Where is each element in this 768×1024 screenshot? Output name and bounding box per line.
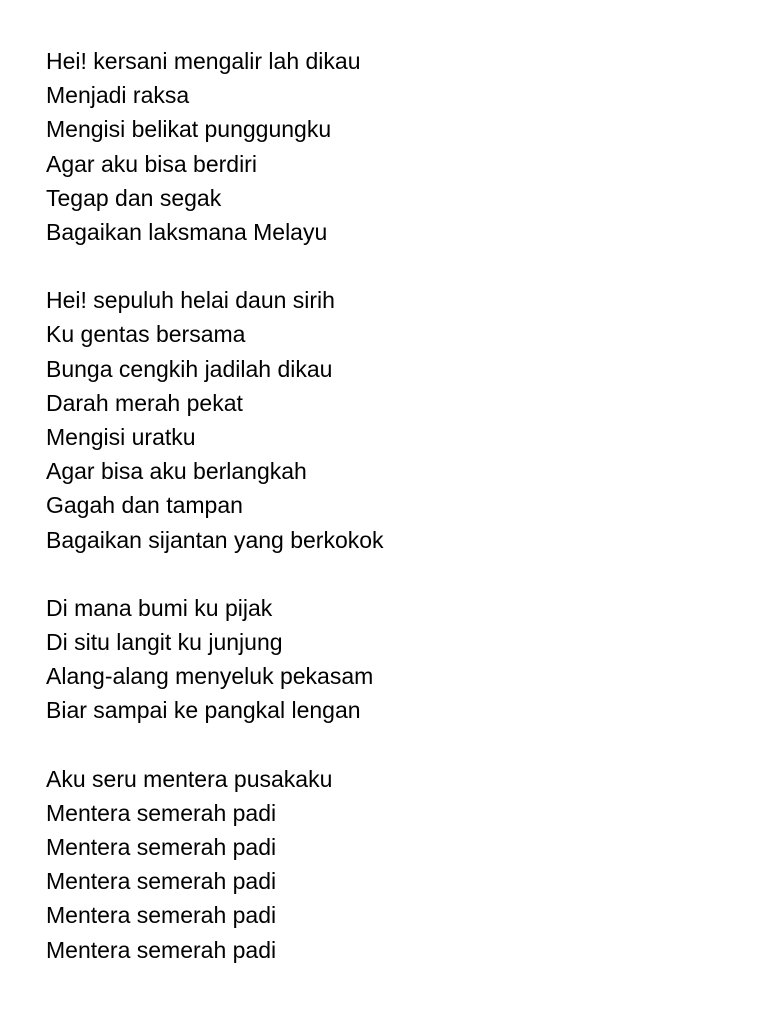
poem-line: Agar bisa aku berlangkah (46, 458, 307, 485)
poem-line: Bagaikan laksmana Melayu (46, 219, 328, 246)
poem-line: Gagah dan tampan (46, 492, 243, 519)
poem-line: Mentera semerah padi (46, 936, 277, 963)
poem-line: Mentera semerah padi (46, 834, 277, 861)
poem-line: Hei! sepuluh helai daun sirih (46, 287, 335, 314)
poem-line: Biar sampai ke pangkal lengan (46, 697, 361, 724)
poem-line: Mengisi belikat punggungku (46, 116, 332, 143)
stanza-2 (46, 283, 746, 557)
poem-line: Agar aku bisa berdiri (46, 150, 257, 177)
poem-line: Mentera semerah padi (46, 902, 277, 929)
poem-line: Darah merah pekat (46, 389, 243, 416)
poem-page (46, 44, 746, 1001)
poem-line: Hei! kersani mengalir lah dikau (46, 48, 361, 74)
poem-line: Alang-alang menyeluk pekasam (46, 663, 374, 690)
poem-line: Di situ langit ku junjung (46, 629, 283, 656)
stanza-4 (46, 762, 746, 967)
stanza-3 (46, 591, 746, 728)
poem-line: Mengisi uratku (46, 424, 196, 451)
poem-line: Aku seru mentera pusakaku (46, 765, 333, 792)
poem-line: Mentera semerah padi (46, 868, 277, 895)
poem-line: Bunga cengkih jadilah dikau (46, 355, 333, 382)
poem-line: Di mana bumi ku pijak (46, 594, 273, 621)
poem-line: Menjadi raksa (46, 82, 190, 109)
poem-line: Ku gentas bersama (46, 321, 246, 348)
poem-line: Mentera semerah padi (46, 799, 277, 826)
poem-line: Bagaikan sijantan yang berkokok (46, 526, 384, 553)
stanza-1 (46, 44, 746, 249)
poem-line: Tegap dan segak (46, 184, 222, 211)
